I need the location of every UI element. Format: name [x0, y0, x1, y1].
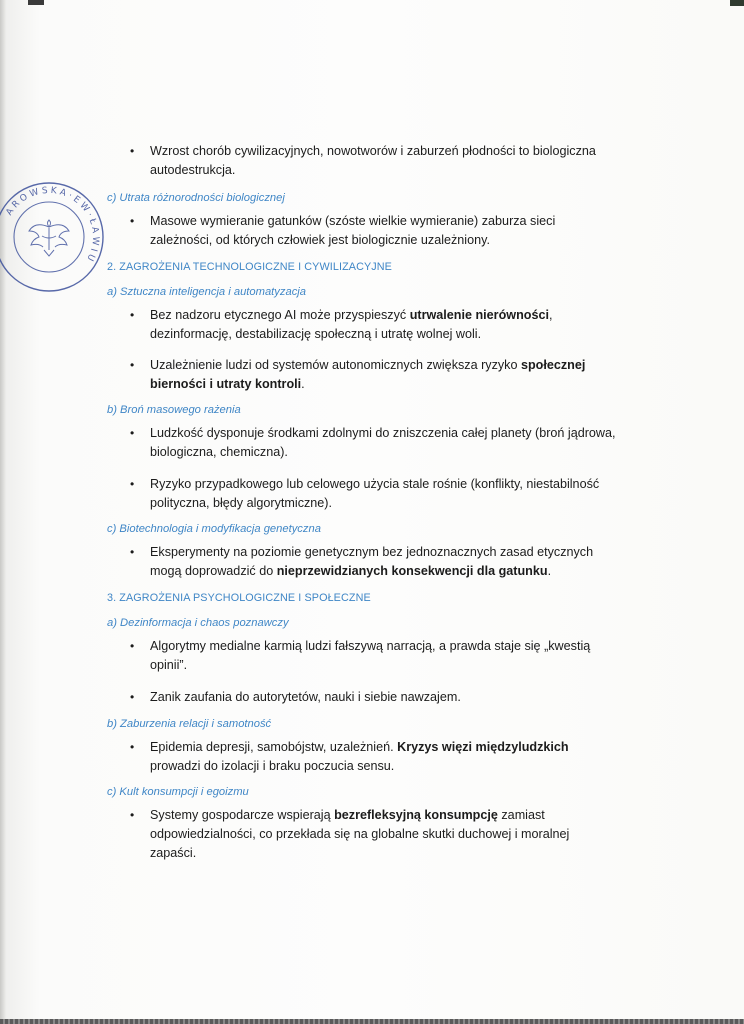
bullet-text: Systemy gospodarcze wspierają — [150, 808, 335, 822]
scan-corner-mark-top-right — [730, 0, 744, 6]
bullet-marker: • — [130, 426, 135, 440]
bullet-text: Masowe wymieranie gatunków (szóste wielkie wymieranie) zaburza sieci zależności, od których człowiek jest biologicznie uzależniony. — [150, 214, 556, 247]
bullet-marker: • — [130, 144, 135, 158]
bullet-marker: • — [130, 639, 135, 653]
page-left-edge — [0, 0, 6, 1024]
bullet-text: . — [301, 377, 305, 391]
scan-bottom-edge — [0, 1019, 744, 1024]
bullet-text: Wzrost chorób cywilizacyjnych, nowotworów i zaburzeń płodności to biologiczna autodestrukcja. — [150, 144, 596, 177]
bullet-marker: • — [130, 214, 135, 228]
bullet-text-bold: społecznej bierności i utraty kontroli — [150, 358, 586, 391]
bullet-text-bold: Kryzys więzi międzyludzkich — [397, 740, 569, 754]
bullet-text: Eksperymenty na poziomie genetycznym bez jednoznacznych zasad etycznych mogą doprowadzić do — [150, 545, 594, 578]
bullet-use-risk — [107, 475, 617, 513]
subheading-ai: a) Sztuczna inteligencja i automatyzacja — [107, 286, 306, 298]
bullet-text: Algorytmy medialne karmią ludzi fałszywą narracją, a prawda staje się „kwestią opinii”. — [150, 639, 591, 672]
section-heading-technological: 2. ZAGROŻENIA TECHNOLOGICZNE I CYWILIZACYJNE — [107, 261, 392, 273]
bullet-media-algorithms — [107, 637, 617, 675]
bullet-text: Epidemia depresji, samobójstw, uzależnień. — [150, 740, 398, 754]
seal-graphic — [0, 178, 108, 296]
bullet-depression-epidemic — [107, 738, 617, 776]
bullet-marker: • — [130, 740, 135, 754]
bullet-loss-of-trust — [107, 688, 617, 707]
bullet-text-bold: nieprzewidzianych konsekwencji dla gatunku — [276, 564, 548, 578]
subheading-consumerism: c) Kult konsumpcji i egoizmu — [107, 786, 249, 798]
bullet-mass-extinction — [107, 212, 617, 250]
subheading-biodiversity: c) Utrata różnorodności biologicznej — [107, 192, 285, 204]
bullet-marker: • — [130, 477, 135, 491]
bullet-text: , dezinformację, destabilizację społeczną i utratę wolnej woli. — [150, 308, 553, 341]
document-body — [107, 142, 617, 863]
bullet-planetary-destruction — [107, 424, 617, 462]
bullet-marker: • — [130, 808, 135, 822]
bullet-consumption — [107, 806, 617, 863]
bullet-autonomous-systems — [107, 356, 617, 394]
bullet-text: Uzależnienie ludzi od systemów autonomicznych zwiększa ryzyko — [150, 358, 521, 372]
bullet-chronic-diseases — [107, 142, 617, 180]
bullet-text: . — [547, 564, 552, 578]
subheading-biotechnology: c) Biotechnologia i modyfikacja genetyczna — [107, 523, 321, 535]
seal-text: A R O W S K A · E W · Ł A W I U — [4, 185, 101, 263]
bullet-text: Zanik zaufania do autorytetów, nauki i siebie nawzajem. — [150, 690, 461, 704]
bullet-marker: • — [130, 545, 135, 559]
bullet-text-bold: bezrefleksyjną konsumpcję — [334, 808, 498, 822]
bullet-genetic-experiments — [107, 543, 617, 581]
bullet-text-bold: utrwalenie nierówności — [409, 308, 549, 322]
bullet-text: Ludzkość dysponuje środkami zdolnymi do zniszczenia całej planety (broń jądrowa, biologiczna, chemiczna). — [150, 426, 616, 459]
bullet-text: zamiast odpowiedzialności, co przekłada się na globalne skutki duchowej i moralnej zapaści. — [150, 808, 570, 860]
eagle-emblem-icon — [29, 220, 69, 256]
bullet-marker: • — [130, 690, 135, 704]
section-heading-psychological: 3. ZAGROŻENIA PSYCHOLOGICZNE I SPOŁECZNE — [107, 592, 371, 604]
official-seal-stamp — [0, 178, 108, 296]
subheading-wmd: b) Broń masowego rażenia — [107, 404, 241, 416]
scan-corner-mark-top-left — [28, 0, 44, 5]
bullet-text: Bez nadzoru etycznego AI może przyspieszyć — [150, 308, 410, 322]
bullet-marker: • — [130, 358, 135, 372]
bullet-text: prowadzi do izolacji i braku poczucia sensu. — [150, 759, 395, 773]
bullet-text: Ryzyko przypadkowego lub celowego użycia stale rośnie (konflikty, niestabilność polityczna, błędy algorytmiczne). — [150, 477, 600, 510]
subheading-relationships: b) Zaburzenia relacji i samotność — [107, 718, 272, 730]
bullet-ai-oversight — [107, 306, 617, 344]
bullet-marker: • — [130, 308, 135, 322]
subheading-disinformation: a) Dezinformacja i chaos poznawczy — [107, 617, 289, 629]
